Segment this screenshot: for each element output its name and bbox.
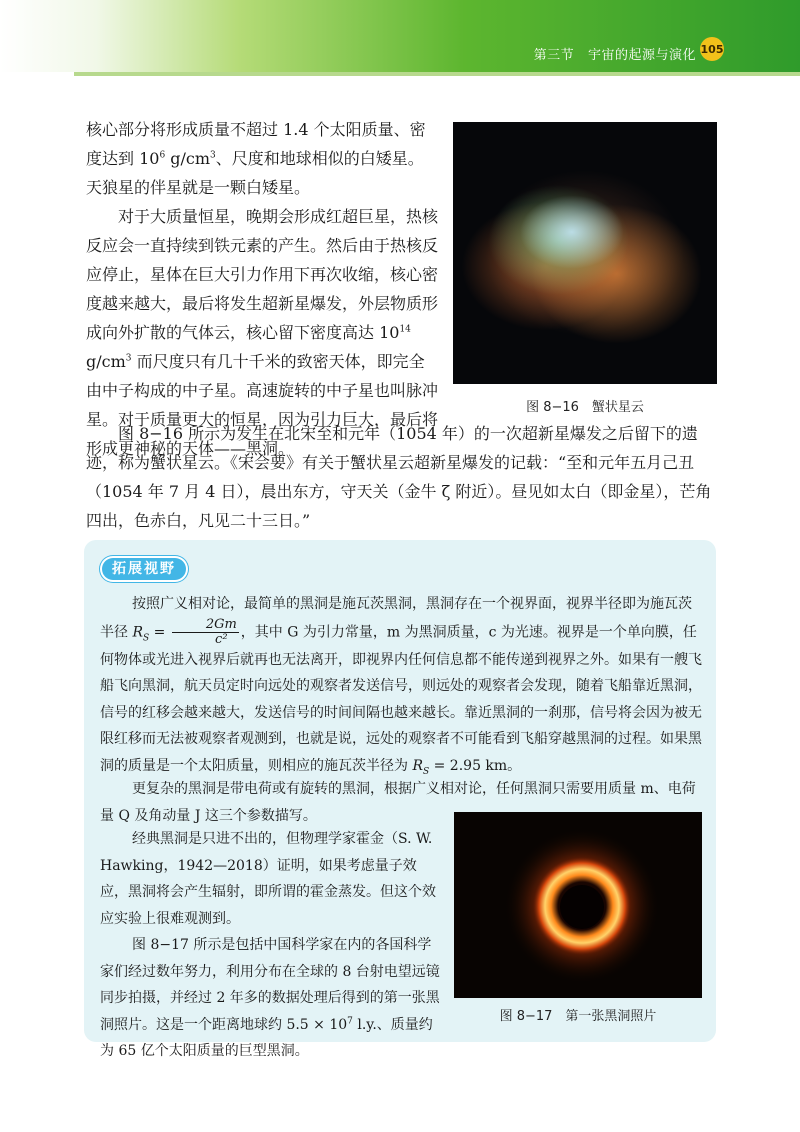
black-hole-caption: 图 8−17 第一张黑洞照片	[499, 1009, 657, 1024]
intro-paragraph-2: 对于大质量恒星，晚期会形成红超巨星，热核反应会一直持续到铁元素的产生。然后由于热核反应停止，星体在巨大引力作用下再次收缩，核心密度越来越大，最后将发生超新星爆发，外层物质形成向外扩散的气体云，核心留下密度高达 $10^{14}$ $g/cm^3$ 而尺度只有几十千米的致密天体，即完全由中子构成的中子星。高速旋转的中子星也叫脉冲星。对于质量更大的恒星，因为引力巨大，最后将形成更神秘的天体——黑洞。	[86, 207, 439, 458]
chapter-title: 宇宙的起源与演化	[587, 48, 696, 63]
black-hole-image	[454, 812, 702, 998]
page-number: 105	[700, 37, 724, 61]
section-number: 第三节	[533, 48, 575, 63]
section-title	[534, 44, 696, 63]
header-strip	[74, 72, 800, 76]
extended-view-badge: 拓展视野	[102, 558, 186, 580]
complex-blackhole-paragraph: 更复杂的黑洞是带电荷或有旋转的黑洞，根据广义相对论，任何黑洞只需要用质量 m、电荷量 Q 及角动量 J 这三个参数描写。	[100, 781, 696, 824]
schwarzschild-formula: $\frac{2Gm}{\text{c²}}$	[172, 618, 239, 647]
crab-nebula-caption: 图 8−16 蟹状星云	[526, 400, 644, 415]
hawking-paragraph: 经典黑洞是只进不出的，但物理学家霍金（S. W. Hawking，1942—2018）证明，如果考虑量子效应，黑洞将会产生辐射，即所谓的霍金蒸发。但这个效应实验上很难观测到。	[100, 831, 436, 927]
crab-nebula-image	[453, 122, 717, 384]
schwarzschild-paragraph: 按照广义相对论，最简单的黑洞是施瓦茨黑洞，黑洞存在一个视界面，视界半径即为施瓦茨半径 $R_S$ = $\frac{2Gm}{\text{c²}}$ ，其中 G 为引力常量，m 为黑洞质量，c 为光速。视界是一个单向膜，任何物体或光进入视界后就再也无法离开，即视界内任何信息都不能传递到视界之外。如果有一艘飞船飞向黑洞，航天员定时向远处的观察者发送信号，则远处的观察者会发现，随着飞船靠近黑洞，信号的红移会越来越大，发送信号的时间间隔也越来越长。靠近黑洞的一刹那，信号将会因为被无限红移而无法被观察者观测到，也就是说，远处的观察者不可能看到飞船穿越黑洞的过程。如果黑洞的质量是一个太阳质量，则相应的施瓦茨半径为 $R_S = 2.95$ km。	[100, 596, 702, 777]
crab-history-paragraph: 图 8−16 所示为发生在北宋至和元年（1054 年）的一次超新星爆发之后留下的遗迹，称为蟹状星云。《宋会要》有关于蟹状星云超新星爆发的记载：“至和元年五月己丑（1054 年 7 月 4 日），晨出东方，守天关（金牛 ζ 附近）。昼见如太白（即金星），芒角四出，色赤白，凡见二十三日。”	[86, 424, 712, 530]
intro-column	[86, 115, 438, 463]
hawking-column	[100, 826, 444, 1065]
intro-paragraph-1: 核心部分将形成质量不超过 1.4 个太阳质量、密度达到 $10^6$ $g/cm^3$、尺度和地球相似的白矮星。天狼星的伴星就是一颗白矮星。	[86, 120, 426, 197]
blackhole-photo-paragraph: 图 8−17 所示是包括中国科学家在内的各国科学家们经过数年努力，利用分布在全球的 8 台射电望远镜同步拍摄，并经过 2 年多的数据处理后得到的第一张黑洞照片。这是一个距离地球约 $5.5 \times 10^7$ l.y.、质量约为 65 亿个太阳质量的巨型黑洞。	[100, 937, 440, 1059]
